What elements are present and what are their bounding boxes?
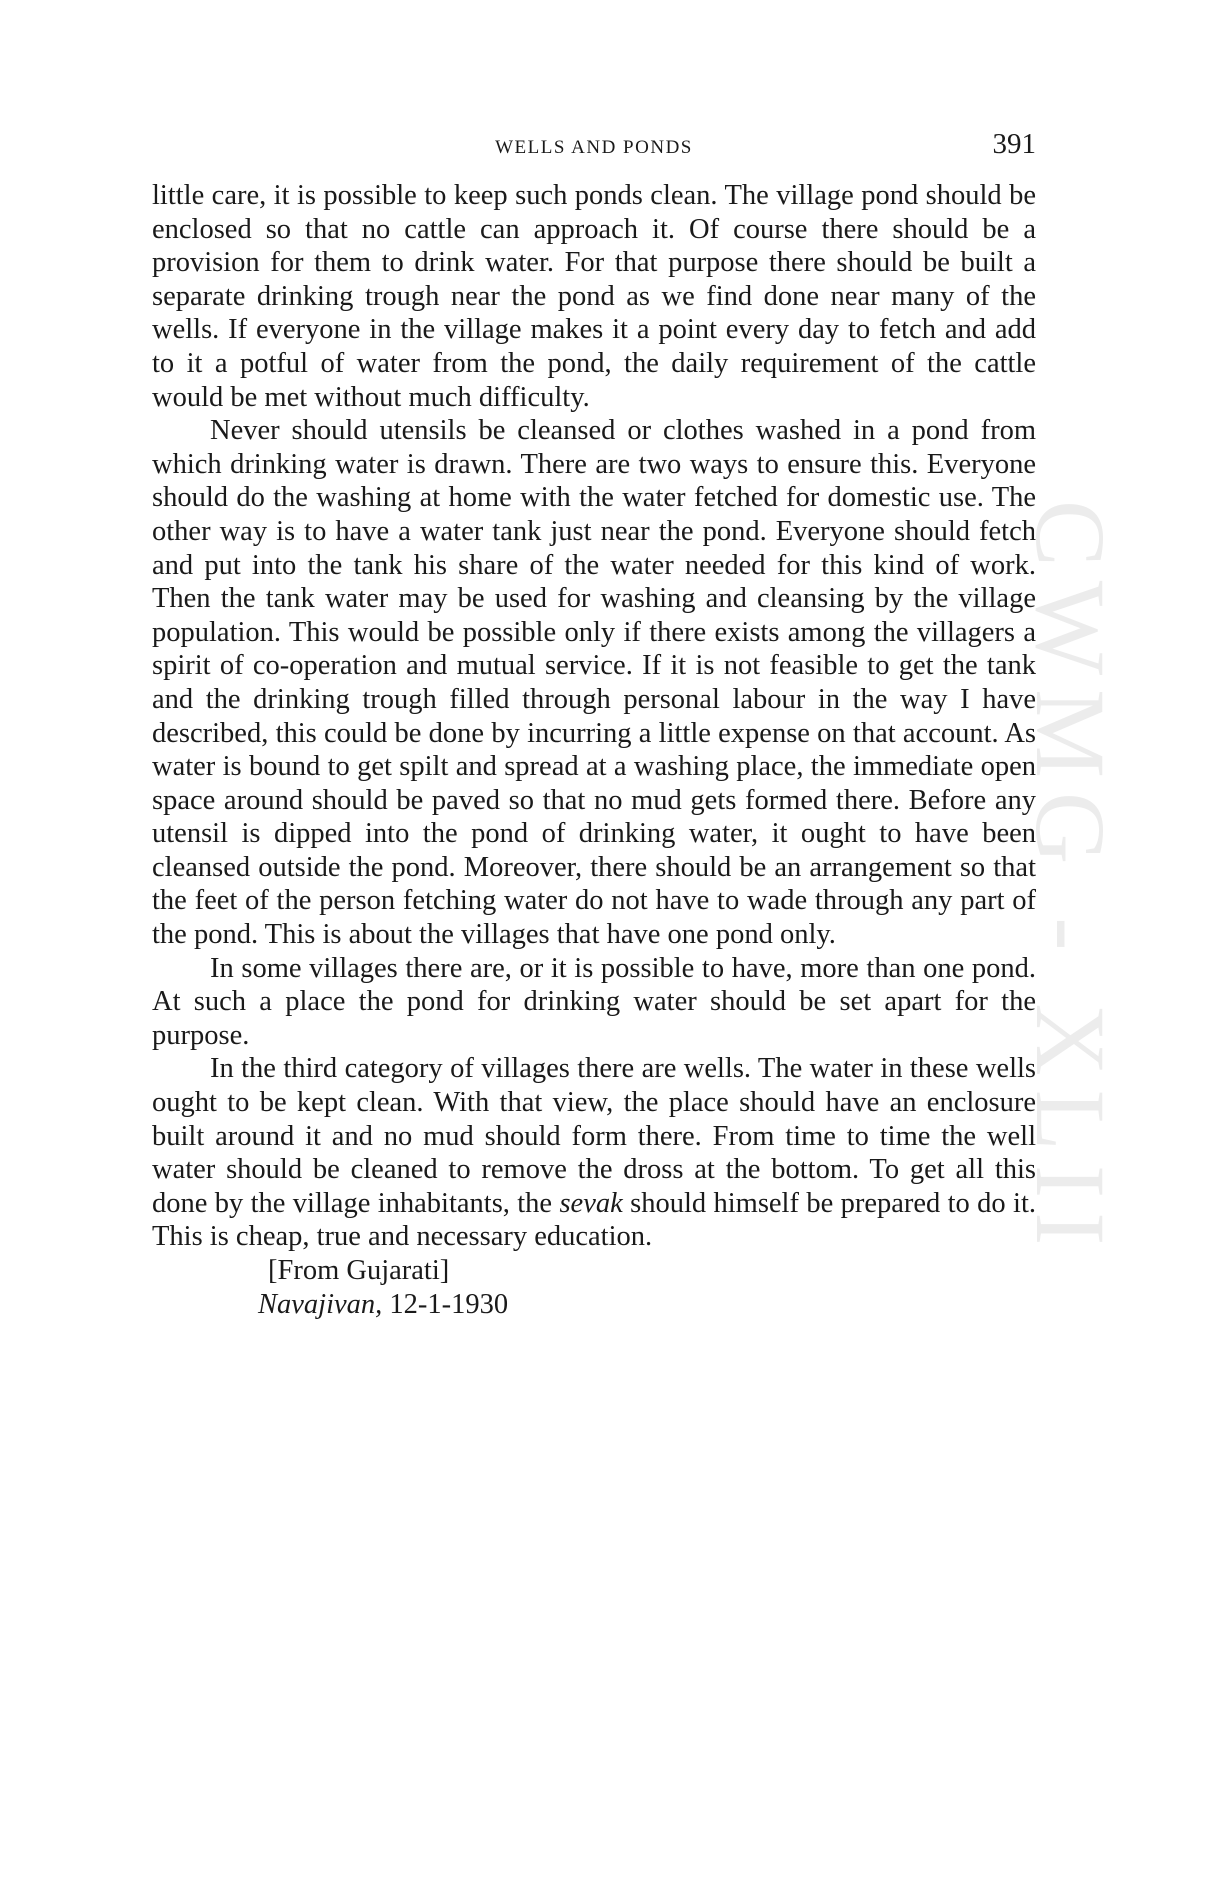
page-header (152, 128, 1036, 168)
watermark: CWMG - XLII (1015, 500, 1126, 1260)
body-text (152, 179, 1036, 1321)
publication-name: Navajivan, (258, 1288, 383, 1320)
paragraph-3: In some villages there are, or it is possible to have, more than one pond. At such a place the pond for drinking water should be set apart for the purpose. (152, 952, 1036, 1051)
paragraph-4 (152, 1052, 1036, 1254)
page-number: 391 (992, 128, 1036, 160)
paragraph-4-text-a: In the third category of villages there are wells. The water in these wells ought to be kept clean. With that view, the place should have an enclosure built around it and no mud should form there. From time to time the well water should be cleaned to remove the dross at the bottom. To get all this done by the village inhabitants, the (152, 1053, 1036, 1219)
source-label: [From Gujarati] (268, 1255, 450, 1286)
citation (152, 1288, 1036, 1322)
publication-date: 12-1-1930 (382, 1288, 509, 1320)
running-head: WELLS AND PONDS (495, 137, 693, 158)
sevak-term: sevak (559, 1187, 623, 1219)
paragraph-4-text-b: should himself be prepared to do it. This is cheap, true and necessary education. (152, 1187, 1036, 1253)
paragraph-2: Never should utensils be cleansed or clothes washed in a pond from which drinking water is drawn. There are two ways to ensure this. Everyone should do the washing at home with the water fetched for domestic use. The other way is to have a water tank just near the pond. Everyone should fetch and put into the tank his share of the water needed for this kind of work. Then the tank water may be used for washing and cleansing by the village population. This would be possible only if there exists among the villagers a spirit of co-operation and mutual service. If it is not feasible to get the tank and the drinking trough filled through personal labour in the way I have described, this could be done by incurring a little expense on that account. As water is bound to get spilt and spread at a washing place, the immediate open space around should be paved so that no mud gets formed there. Before any utensil is dipped into the pond of drinking water, it ought to have been cleansed outside the pond. Moreover, there should be an arrangement so that the feet of the person fetching water do not have to wade through any part of the pond. This is about the villages that have one pond only. (152, 415, 1036, 951)
paragraph-1: little care, it is possible to keep such ponds clean. The village pond should be enclosed so that no cattle can approach it. Of course there should be a provision for them to drink water. For that purpose there should be built a separate drinking trough near the pond as we find done near many of the wells. If everyone in the village makes it a point every day to fetch and add to it a potful of water from the pond, the daily requirement of the cattle would be met without much difficulty. (152, 180, 1036, 413)
